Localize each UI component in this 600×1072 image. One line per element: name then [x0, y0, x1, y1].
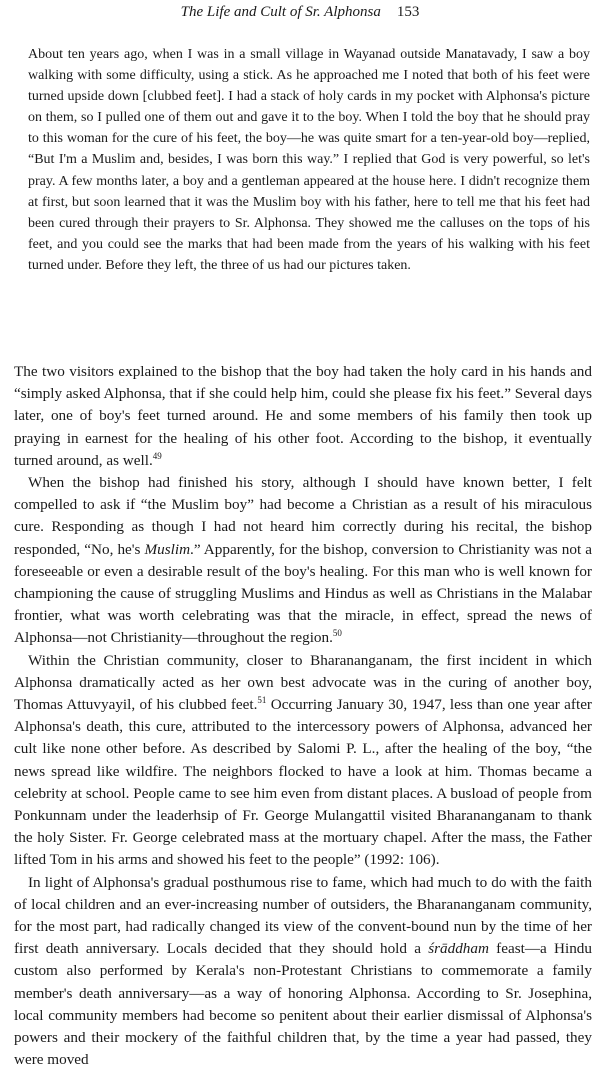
- paragraph-3: [14, 650, 592, 872]
- footnote-ref-51: 51: [257, 694, 267, 705]
- paragraph-3-text-a: Within the Christian community, closer to Bharananganam, the first incident in which Alphonsa dramatically acted as her own best advocate was in the curing of another boy, Thomas Attuvyayil, of his clubbed feet.: [14, 651, 592, 714]
- footnote-ref-50: 50: [332, 628, 342, 639]
- body-text: [14, 361, 592, 1072]
- running-header: [0, 2, 600, 22]
- page-number: 153: [396, 4, 420, 20]
- block-quote: About ten years ago, when I was in a small village in Wayanad outside Manatavady, I saw a boy walking with some difficulty, using a stick. As he approached me I noted that both of his feet were turned upside down [clubbed feet]. I had a stack of holy cards in my pocket with Alphonsa's picture on them, so I pulled one of them out and gave it to the boy. When I told the boy that he should pray to this woman for the cure of his feet, the boy—he was quite smart for a ten-year-old boy—replied, “But I'm a Muslim and, besides, I was born this way.” I replied that God is very powerful, so let's pray. A few months later, a boy and a gentleman appeared at the house here. I didn't recognize them at first, but soon learned that it was the Muslim boy with his father, here to tell me that his feet had been cured through their prayers to Sr. Alphonsa. They showed me the calluses on the tops of his feet, and you could see the marks that had been made from the years of his walking with his feet turned under. Before they left, the three of us had our pictures taken.: [28, 47, 590, 273]
- paragraph-2-emphasis: Muslim: [144, 540, 191, 558]
- paragraph-1: [14, 361, 592, 472]
- paragraph-3-text-b: Occurring January 30, 1947, less than one year after Alphonsa's death, this cure, attributed to the intercessory powers of Alphonsa, advanced her cult like none other before. As described by Salomi P. L., after the healing of the boy, “the news spread like wildfire. The neighbors flocked to have a look at him. Thomas became a celebrity at school. People came to see him even from distant places. A busload of people from Ponkunnam under the leaderhsip of Fr. George Mulangattil visited Bharananganam to thank the holy Sister. Fr. George celebrated mass at the mortuary chapel. After the mass, the Father lifted Tom in his arms and showed his feet to the people” (1992: 106).: [14, 696, 592, 869]
- paragraph-2: [14, 472, 592, 650]
- running-title: The Life and Cult of Sr. Alphonsa: [180, 4, 381, 20]
- paragraph-1-text: The two visitors explained to the bishop that the boy had taken the holy card in his hands and “simply asked Alphonsa, that if she could help him, could she please fix his feet.” Several days later, one of boy's feet turned around. He and some members of his family then took up praying in earnest for the healing of his other foot. According to the bishop, it eventually turned around, as well.: [14, 363, 592, 469]
- paragraph-4-text-a: In light of Alphonsa's gradual posthumous rise to fame, which had much to do with the faith of local children and an ever-increasing number of outsiders, the Bharananganam community, for the most part, had radically changed its view of the convent-bound nun by the time of her first death anniversary. Locals decided that they should hold a: [14, 873, 592, 958]
- paragraph-4-emphasis: śrāddham: [428, 940, 489, 958]
- paragraph-2-text-a: When the bishop had finished his story, although I should have known better, I felt compelled to ask if “the Muslim boy” had become a Christian as a result of his miraculous cure. Responding as though I had not heard him correctly during his recital, the bishop responded, “No, he's: [14, 474, 592, 558]
- paragraph-4: [14, 872, 592, 1072]
- paragraph-4-text-b: feast—a Hindu custom also performed by Kerala's non-Protestant Christians to commemorate a family member's death anniversary—as a way of honoring Alphonsa. According to Sr. Josephina, local community members had become so penitent about their earlier dismissal of Alphonsa's powers and their mockery of the faithful children that, by the time a year had passed, they were moved: [14, 940, 592, 1069]
- footnote-ref-49: 49: [152, 450, 162, 461]
- paragraph-2-text-b: .” Apparently, for the bishop, conversion to Christianity was not a foreseeable or even a desirable result of the boy's healing. For this man who is well known for championing the cause of struggling Muslims and Hindus as well as Christians in the Malabar frontier, what was worth celebrating was that the miracle, in effect, spread the news of Alphonsa—not Christianity—throughout the region.: [14, 540, 592, 647]
